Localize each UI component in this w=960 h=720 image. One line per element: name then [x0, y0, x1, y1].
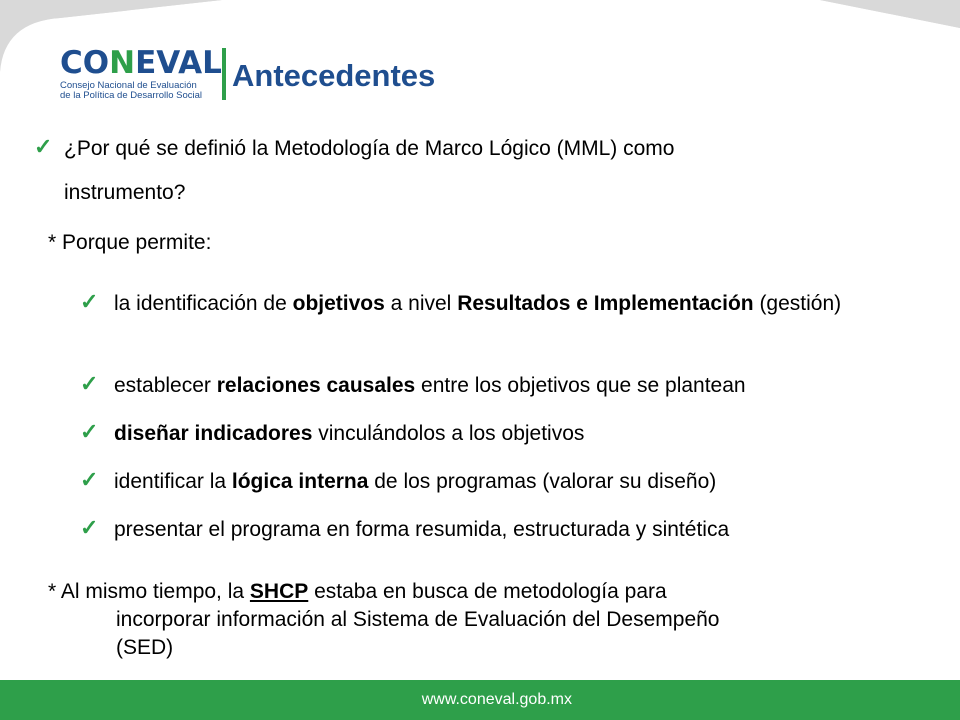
- check-icon: ✓: [80, 515, 99, 540]
- shcp-paragraph: * Al mismo tiempo, la SHCP estaba en busca de metodología para incorporar información al Sistema de Evaluación del Desempeño (SED): [48, 580, 720, 659]
- title-divider: [222, 48, 226, 100]
- porque-heading: * Porque permite:: [48, 231, 212, 254]
- list-item: presentar el programa en forma resumida, estructurada y sintética: [114, 518, 730, 541]
- list-item: identificar la lógica interna de los programas (valorar su diseño): [114, 470, 717, 493]
- logo-subtitle: Consejo Nacional de Evaluación de la Política de Desarrollo Social: [60, 80, 203, 101]
- check-icon: ✓: [80, 371, 99, 396]
- list-item: diseñar indicadores vinculándolos a los objetivos: [114, 422, 585, 445]
- footer-bar: [0, 680, 960, 720]
- question-text: ¿Por qué se definió la Metodología de Marco Lógico (MML) como instrumento?: [64, 137, 675, 204]
- check-icon: ✓: [80, 289, 99, 314]
- footer-url[interactable]: www.coneval.gob.mx: [421, 691, 572, 708]
- logo-wordmark: CONEVAL: [60, 45, 222, 81]
- list-item: la identificación de objetivos a nivel Resultados e Implementación (gestión): [114, 292, 842, 315]
- check-icon: ✓: [80, 467, 99, 492]
- page-title: Antecedentes: [232, 58, 436, 93]
- check-icon: ✓: [34, 134, 53, 159]
- coneval-logo: [60, 45, 222, 104]
- list-item: establecer relaciones causales entre los objetivos que se plantean: [114, 374, 746, 397]
- check-icon: ✓: [80, 419, 99, 444]
